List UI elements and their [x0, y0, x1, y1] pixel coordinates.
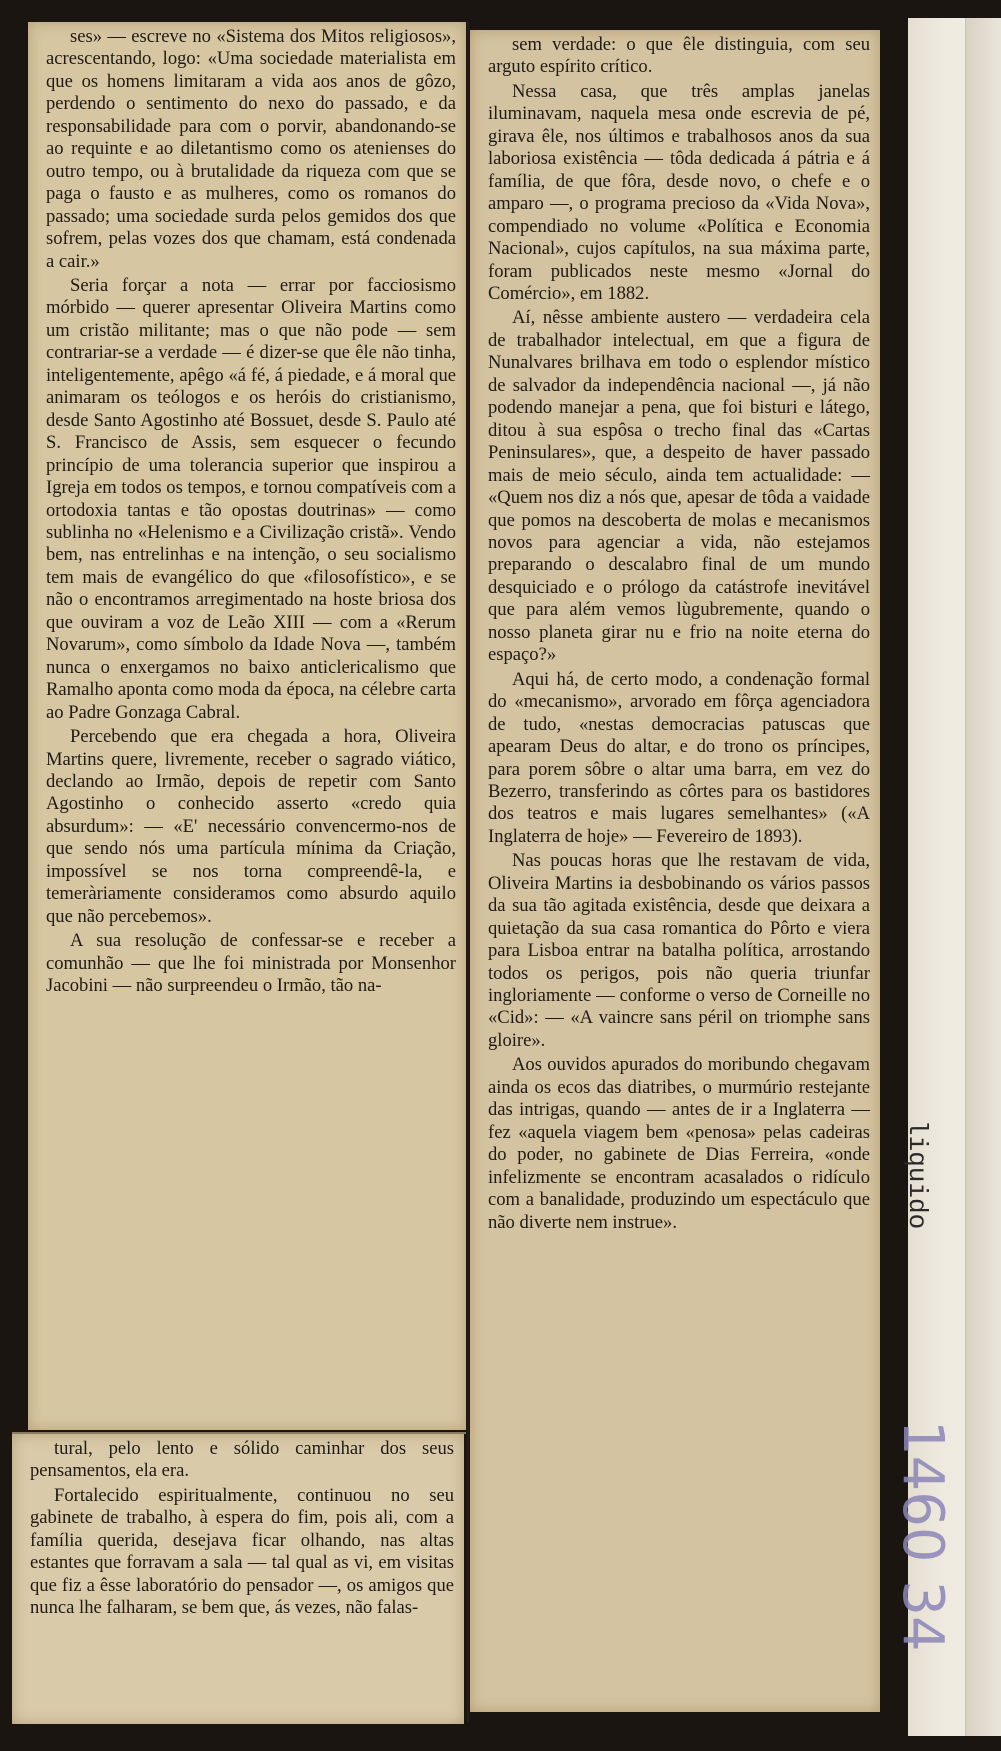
column-3-paragraph-2: Fortalecido espiritualmente, continuou no seu gabinete de trabalho, à espera do fim, pois ali, com a família querida, desejava ficar olhando, nas altas estantes que forravam a sala — tal qual as vi, em visitas que fiz a êsse laboratório do pensador —, os amigos que nunca lhe falharam, se bem que, ás vezes, não falas- — [30, 1484, 454, 1619]
column-2-paragraph-3: Aí, nêsse ambiente austero — verdadeira cela de trabalhador intelectual, em que a figura de Nunalvares brilhava em todo o esplendor místico de salvador da independência nacional —, já não podendo manejar a pena, que foi bisturi e látego, ditou à sua espôsa o trecho final das «Cartas Peninsulares», que, a despeito de haver passado mais de meio século, ainda tem actualidade: — «Quem nos diz a nós que, apesar de tôda a vaidade que pomos na descoberta de molas e mecanismos novos para agenciar a vida, não estejamos preparando o descalabro final de um mundo desquiciado e o prólogo da catástrofe inevitável que para além vemos lùgubremente, quando o nosso planeta girar nu e frio na noite eterna do espaço?» — [488, 307, 870, 666]
clipping-column-2 — [470, 30, 880, 1712]
clipping-column-1 — [28, 22, 466, 1430]
margin-label: liquido — [902, 1120, 932, 1230]
column-3-paragraph-1: tural, pelo lento e sólido caminhar dos seus pensamentos, ela era. — [30, 1438, 454, 1482]
column-2-paragraph-6: Aos ouvidos apurados do moribundo chegavam ainda os ecos das diatribes, o murmúrio restejante das intrigas, quando — antes de ir a Inglaterra — fez «aquela viagem bem «penosa» pelas cadeiras do poder, no gabinete de Dias Ferreira, «onde infelizmente se encontram acasalados o ridículo com a banalidade, produzindo um espectáculo que não diverte nem instrue». — [488, 1054, 870, 1233]
backing-sheet-edge — [965, 18, 1001, 1736]
column-1-paragraph-1: ses» — escreve no «Sistema dos Mitos religiosos», acrescentando, logo: «Uma sociedade materialista em que os homens limitaram a vida aos anos de gôzo, perdendo o sentimento do nexo do passado, e da responsabilidade para com o porvir, abandonando-se ao requinte e ao diletantismo como os atenienses do outro tempo, ou à brutalidade da riqueza com que se paga o fausto e as mulheres, como os romanos do passado; uma sociedade surda pelos gemidos dos que sofrem, pelas vozes dos que chamam, está condenada a cair.» — [46, 26, 456, 272]
column-2-paragraph-2: Nessa casa, que três amplas janelas iluminavam, naquela mesa onde escrevia de pé, girava êle, nos últimos e trabalhosos anos da sua laboriosa existência — tôda dedicada á pátria e á família, de que fôra, desde novo, o chefe e o amparo —, o programa precioso da «Vida Nova», compendiado no volume «Política e Economia Nacional», cujos capítulos, na sua máxima parte, foram publicados neste mesmo «Jornal do Comércio», em 1882. — [488, 80, 870, 304]
column-3-text — [12, 1434, 464, 1620]
column-divider — [467, 22, 469, 1722]
clipping-column-3 — [12, 1434, 464, 1724]
clipping-cut-line — [12, 1432, 466, 1434]
column-1-paragraph-2: Seria forçar a nota — errar por facciosismo mórbido — querer apresentar Oliveira Martins como um cristão militante; mas o que não pode — sem contrariar-se a verdade — é dizer-se que êle não tinha, inteligentemente, apêgo «á fé, á piedade, e á moral que animaram os teólogos e os heróis do cristianismo, desde Santo Agostinho até Bossuet, desde S. Paulo até S. Francisco de Assis, sem esquecer o fecundo princípio de uma tolerancia superior que inspirou a Igreja em todos os tempos, e tornou compatíveis com a ortodoxia tantas e tão opostas doutrinas» — como sublinha no «Helenismo e a Civilização cristã». Vendo bem, nas entrelinhas e na intenção, o seu socialismo tem mais de evangélico do que «filosofístico», e se não o encontramos arregimentado na hoste briosa dos que ouviram a voz de Leão XIII — com a «Rerum Novarum», como símbolo da Idade Nova —, também nunca o enxergamos no baixo anticlericalismo que Ramalho aponta como moda da época, na célebre carta ao Padre Gonzaga Cabral. — [46, 274, 456, 723]
column-1-paragraph-3: Percebendo que era chegada a hora, Oliveira Martins quere, livremente, receber o sagrado viático, declando ao Irmão, depois de repetir com Santo Agostinho o conhecido asserto «credo quia absurdum»: — «E' necessário convencermo-nos de que sendo nós uma partícula mínima da Criação, impossível se nos torna compreendê-la, e temeràriamente consideramos como absurdo aquilo que não percebemos». — [46, 726, 456, 927]
column-2-paragraph-1: sem verdade: o que êle distinguia, com seu arguto espírito crítico. — [488, 34, 870, 78]
column-1-text — [28, 22, 466, 997]
pencil-note: 1460 34 — [890, 1420, 955, 1652]
column-2-paragraph-4: Aqui há, de certo modo, a condenação formal do «mecanismo», arvorado em fôrça agenciadora de tudo, «nestas democracias patuscas que apearam Deus do altar, e do trono os príncipes, para porem sôbre o altar uma barra, em vez do Bezerro, transferindo as côrtes para os bastidores dos teatros e mais lugares semelhantes» («A Inglaterra de hoje» — Fevereiro de 1893). — [488, 668, 870, 847]
column-1-paragraph-4: A sua resolução de confessar-se e receber a comunhão — que lhe foi ministrada por Monsenhor Jacobini — não surpreendeu o Irmão, tão na- — [46, 930, 456, 997]
column-2-paragraph-5: Nas poucas horas que lhe restavam de vida, Oliveira Martins ia desbobinando os vários passos da sua tão agitada existência, desde que deixara a quietação da sua casa romantica do Pôrto e viera para Lisboa entrar na batalha política, arrostando todos os perigos, pois não queria triunfar ingloriamente — conforme o verso de Corneille no «Cid»: — «A vaincre sans péril on triomphe sans gloire». — [488, 850, 870, 1051]
column-2-text — [470, 30, 880, 1234]
